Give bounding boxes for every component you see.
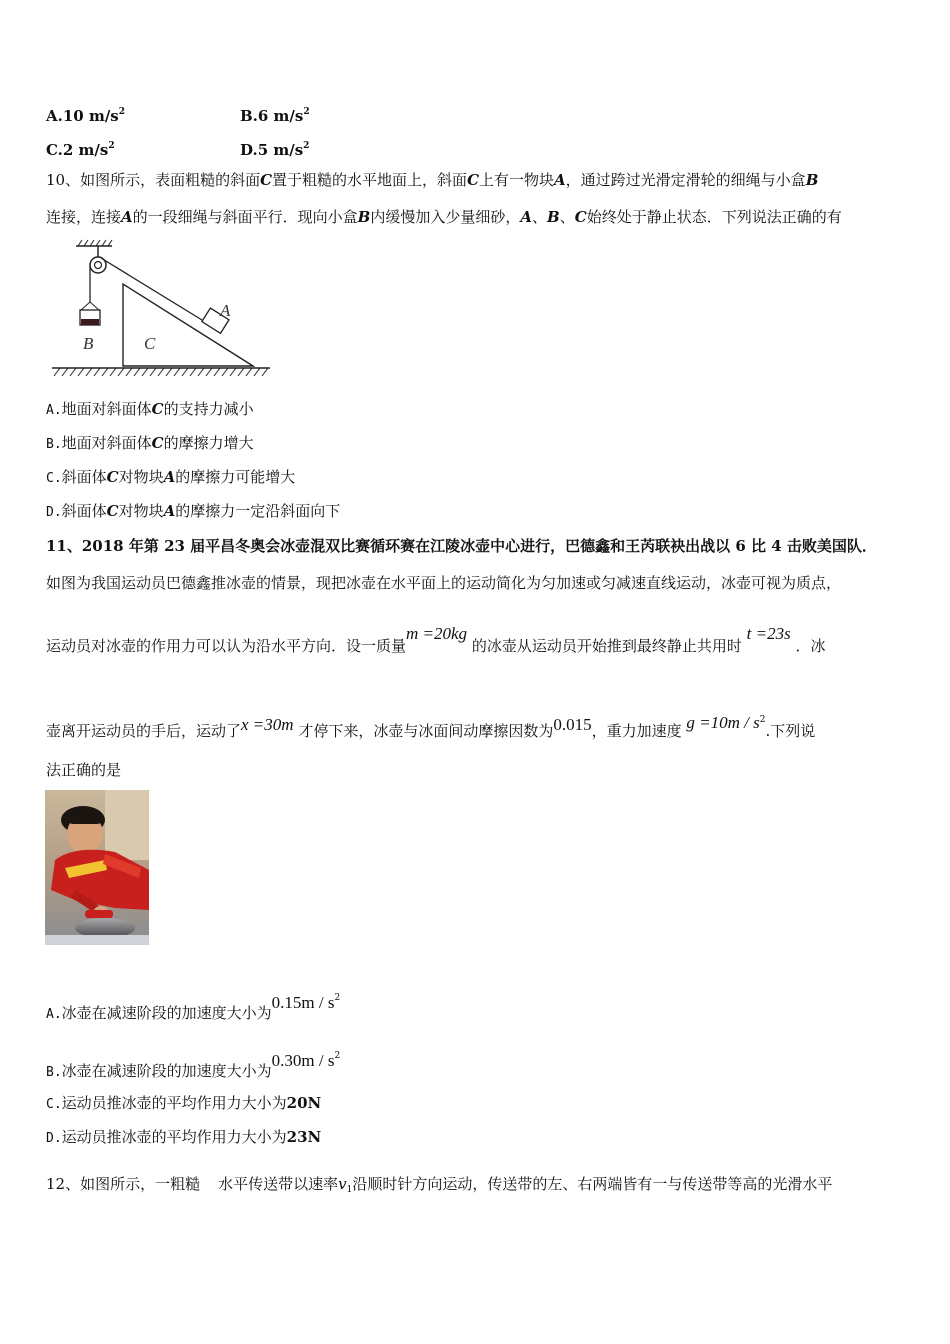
- q11-option-c: C.运动员推冰壶的平均作用力大小为20N: [46, 1094, 322, 1112]
- q10-stem-line1: 10、如图所示，表面粗糙的斜面C置于粗糙的水平地面上，斜面C上有一物块A，通过跨过光滑定滑轮的细绳与小盒B: [46, 171, 819, 189]
- q9-option-a: A.10 $m/s^2$: [46, 107, 126, 125]
- q10-option-c: C.斜面体C对物块A的摩擦力可能增大: [46, 468, 296, 486]
- q10-stem-line2: 连接，连接A的一段细绳与斜面平行．现向小盒B内缓慢加入少量细砂，A、B、C始终处于静止状态．下列说法正确的有: [46, 208, 842, 226]
- incline-pulley-figure: [46, 236, 276, 384]
- q11-stem-line2: 如图为我国运动员巴德鑫推冰壶的情景，现把冰壶在水平面上的运动简化为匀加速或匀减速直线运动，冰壶可视为质点，: [46, 574, 842, 592]
- q10-option-b: B.地面对斜面体C的摩擦力增大: [46, 434, 254, 452]
- curling-athlete-photo: [45, 790, 149, 945]
- q9-option-d: D.5 $m/s^2$: [240, 141, 310, 159]
- q12-stem-line1: 12、如图所示，一粗糙 水平传送带以速率$v_1$沿顺时针方向运动，传送带的左、右两端皆有一与传送带等高的光滑水平: [46, 1175, 833, 1195]
- q11-stem-line3: 运动员对冰壶的作用力可以认为沿水平方向．设一质量m =20kg 的冰壶从运动员开始推到最终静止共用时 t =23s ．冰: [46, 624, 826, 655]
- q10-option-d: D.斜面体C对物块A的摩擦力一定沿斜面向下: [46, 502, 341, 520]
- sand: [81, 319, 99, 325]
- q11-option-d: D.运动员推冰壶的平均作用力大小为23N: [46, 1128, 322, 1146]
- label-c: C: [144, 334, 156, 353]
- q11-stem-line5: 法正确的是: [46, 761, 122, 779]
- q11-stem-line1: 11、2018 年第 23 届平昌冬奥会冰壶混双比赛循环赛在江陵冰壶中心进行，巴德鑫和王芮联袂出战以 6 比 4 击败美国队．: [46, 537, 877, 555]
- label-b: B: [83, 334, 94, 353]
- label-a: A: [220, 301, 231, 320]
- q11-option-a: A.冰壶在减速阶段的加速度大小为$0.15m / s^2$: [46, 993, 341, 1022]
- q9-option-c: C.2 $m/s^2$: [46, 141, 115, 159]
- incline-c: [123, 284, 253, 366]
- q9-option-b: B.6 $m/s^2$: [240, 107, 310, 125]
- q10-option-a: A.地面对斜面体C的支持力减小: [46, 400, 254, 418]
- q11-stem-line4: 壶离开运动员的手后，运动了x =30m 才停下来，冰壶与冰面间动摩擦因数为0.015，重力加速度 $g =10m / s^2$.下列说: [46, 713, 816, 740]
- q11-option-b: B.冰壶在减速阶段的加速度大小为$0.30m / s^2$: [46, 1051, 341, 1080]
